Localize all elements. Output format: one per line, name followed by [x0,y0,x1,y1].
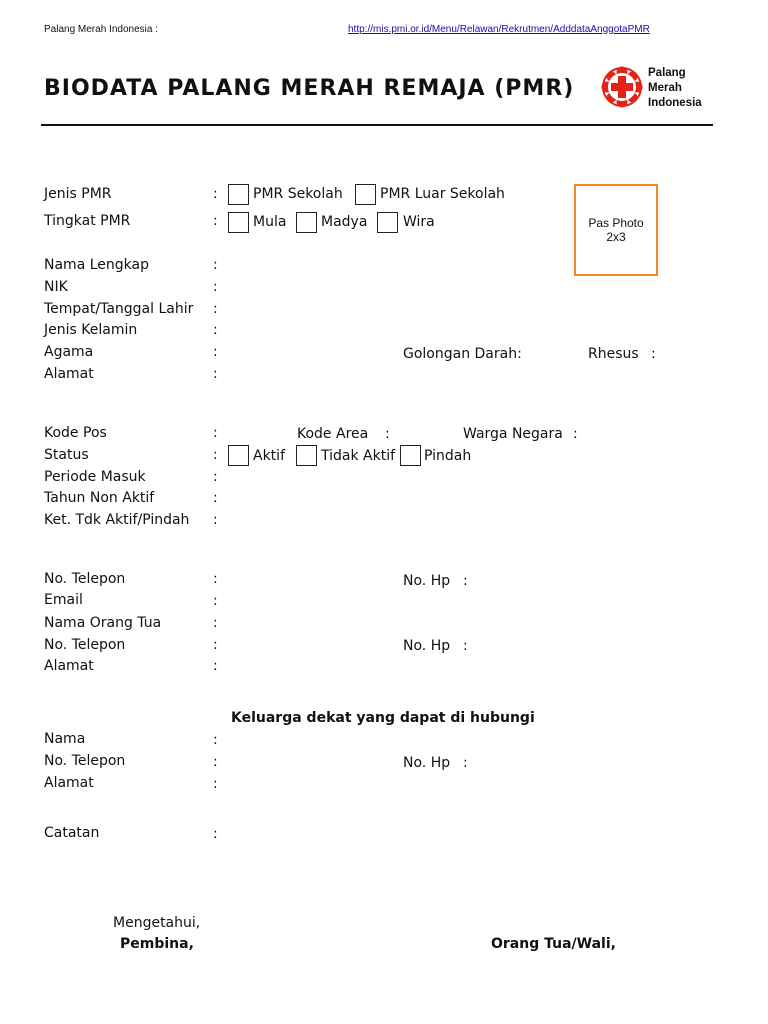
aktif-label: Aktif [253,448,285,464]
tidak-aktif-label: Tidak Aktif [321,448,396,464]
keluarga-nama-label: Nama [44,731,86,747]
colon: : [463,755,468,771]
colon: : [213,615,218,631]
nama-lengkap-label: Nama Lengkap [44,257,149,273]
pmr-sekolah-label: PMR Sekolah [253,186,343,202]
ttl-label: Tempat/Tanggal Lahir [44,301,194,317]
colon: : [213,637,218,653]
madya-checkbox[interactable] [296,212,317,233]
mula-checkbox[interactable] [228,212,249,233]
pembina-label: Pembina, [120,936,194,952]
rhesus-label: Rhesus [588,346,639,362]
warga-negara-label: Warga Negara [463,426,563,442]
tingkat-pmr-label: Tingkat PMR [44,213,131,229]
tahun-non-aktif-label: Tahun Non Aktif [44,490,155,506]
kode-pos-label: Kode Pos [44,425,107,441]
email-label: Email [44,592,83,608]
ket-tdk-aktif-label: Ket. Tdk Aktif/Pindah [44,512,190,528]
alamat-label: Alamat [44,366,94,382]
photo-placeholder[interactable] [574,184,658,276]
jenis-pmr-label: Jenis PMR [44,186,112,202]
mula-label: Mula [253,214,287,230]
colon: : [213,469,218,485]
pmr-luar-sekolah-checkbox[interactable] [355,184,376,205]
pmr-sekolah-checkbox[interactable] [228,184,249,205]
logo-line-2: Merah [648,82,682,94]
colon: : [213,776,218,792]
kode-area-label: Kode Area [297,426,369,442]
title-divider [41,124,713,126]
form-title: BIODATA PALANG MERAH REMAJA (PMR) [44,76,575,101]
colon: : [213,754,218,770]
orang-tua-wali-label: Orang Tua/Wali, [491,936,616,952]
colon: : [213,186,218,202]
colon: : [385,426,390,442]
alamat-ortu-label: Alamat [44,658,94,674]
colon: : [213,366,218,382]
colon: : [213,425,218,441]
logo-line-1: Palang [648,67,686,79]
colon: : [213,732,218,748]
jenis-kelamin-label: Jenis Kelamin [44,322,138,338]
keluarga-no-telepon-label: No. Telepon [44,753,126,769]
wira-label: Wira [403,214,435,230]
no-telepon-ortu-label: No. Telepon [44,637,126,653]
colon: : [463,638,468,654]
keluarga-no-hp-label: No. Hp [403,755,451,771]
colon: : [213,490,218,506]
golongan-darah-label: Golongan Darah: [403,346,522,362]
colon: : [573,426,578,442]
colon: : [213,322,218,338]
madya-label: Madya [321,214,368,230]
colon: : [213,826,218,842]
nama-orang-tua-label: Nama Orang Tua [44,615,162,631]
keluarga-alamat-label: Alamat [44,775,94,791]
no-hp-label: No. Hp [403,573,451,589]
pmr-luar-sekolah-label: PMR Luar Sekolah [380,186,505,202]
colon: : [213,279,218,295]
page-url-link[interactable]: http://mis.pmi.or.id/Menu/Relawan/Rekrutmen/AdddataAnggotaPMR [348,24,650,35]
colon: : [213,658,218,674]
photo-size-label: 2x3 [606,230,626,244]
colon: : [213,571,218,587]
organization-header: Palang Merah Indonesia : [44,24,158,35]
pmi-logo [600,64,710,112]
logo-line-3: Indonesia [648,97,702,109]
tidak-aktif-checkbox[interactable] [296,445,317,466]
no-telepon-label: No. Telepon [44,571,126,587]
colon: : [213,257,218,273]
colon: : [213,512,218,528]
periode-masuk-label: Periode Masuk [44,469,146,485]
colon: : [213,301,218,317]
colon: : [213,593,218,609]
colon: : [651,346,656,362]
keluarga-heading: Keluarga dekat yang dapat di hubungi [231,710,535,726]
colon: : [213,213,218,229]
colon: : [213,344,218,360]
photo-label: Pas Photo [588,216,644,230]
no-hp-ortu-label: No. Hp [403,638,451,654]
colon: : [213,447,218,463]
wira-checkbox[interactable] [377,212,398,233]
pindah-checkbox[interactable] [400,445,421,466]
agama-label: Agama [44,344,94,360]
aktif-checkbox[interactable] [228,445,249,466]
catatan-label: Catatan [44,825,100,841]
nik-label: NIK [44,279,68,295]
colon: : [463,573,468,589]
mengetahui-label: Mengetahui, [113,915,201,931]
red-cross-icon [600,64,644,110]
status-label: Status [44,447,89,463]
pindah-label: Pindah [424,448,472,464]
